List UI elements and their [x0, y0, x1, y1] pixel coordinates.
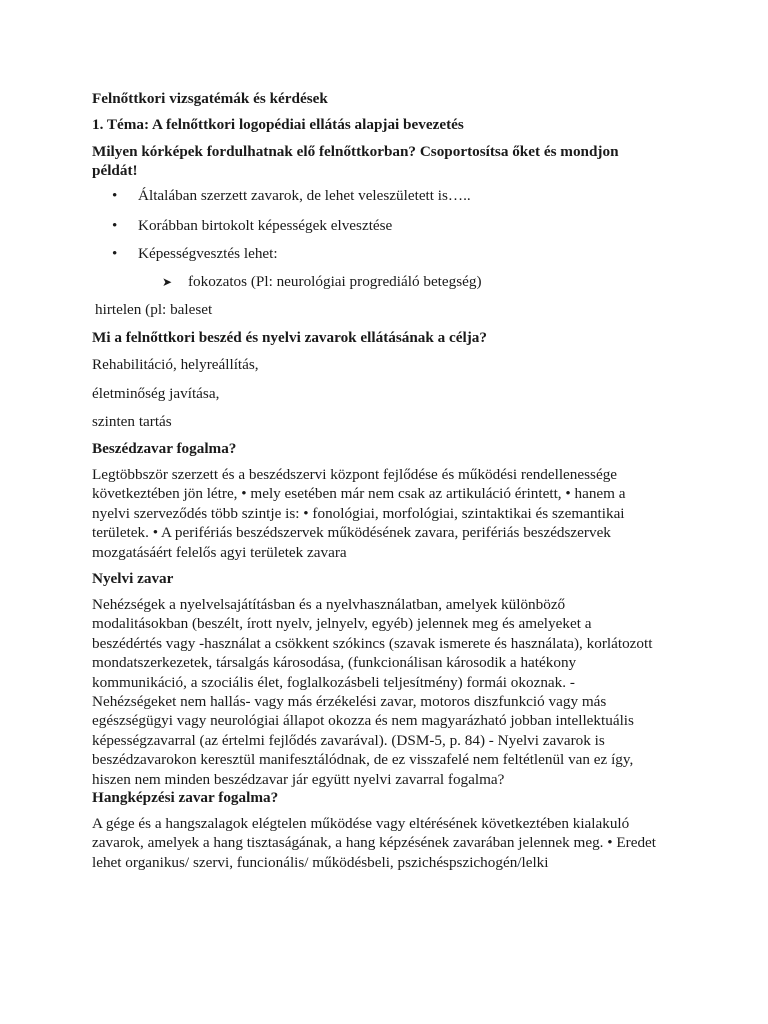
bullet-item	[112, 186, 471, 205]
bullet-icon: •	[112, 245, 118, 262]
question-goal: Mi a felnőttkori beszéd és nyelvi zavarok ellátásának a célja?	[92, 329, 487, 346]
bullet-icon: •	[112, 187, 118, 204]
paragraph-language-disorder: Nehézségek a nyelvelsajátításban és a nyelvhasználatban, amelyek különböző modalitásokban (beszélt, írott nyelv, jelnyelv, egyéb) jelennek meg és amelyeket a beszédértés vagy -használat a csökkent szókincs (szavak ismerete és használata), korlátozott mondatszerkezetek, társalgás károsodása, (funkcionálisan károsodik a hatékony kommunikáció, a szociális élet, foglalkozásbeli teljesítmény) formái okoznak. - Nehézségeket nem hallás- vagy más érzékelési zavar, motoros diszfunkció vagy más egészségügyi vagy neurológiai állapot okozza és nem magyarázható jobban intellektuális képességzavarral (az értelmi fejlődés zavarával). (DSM-5, p. 84) - Nyelvi zavarok is beszédzavarokon keresztül manifesztálódnak, de ez visszafelé nem feltétlenül van ez így, hiszen nem minden beszédzavar jár együtt nyelvi zavarral fogalma?	[92, 596, 653, 788]
arrow-bullet-icon: ➤	[162, 275, 173, 289]
topic-heading: 1. Téma: A felnőttkori logopédiai ellátás alapjai bevezetés	[92, 116, 464, 133]
heading-voice-disorder: Hangképzési zavar fogalma?	[92, 789, 279, 806]
bullet-item	[112, 216, 392, 235]
document-title: Felnőttkori vizsgatémák és kérdések	[92, 90, 328, 107]
goal-item: szinten tartás	[92, 413, 172, 430]
sub-bullet-text: fokozatos (Pl: neurológiai progrediáló betegség)	[188, 273, 482, 290]
bullet-icon: •	[112, 217, 118, 234]
bullet-item	[112, 244, 278, 263]
bullet-text: Korábban birtokolt képességek elvesztése	[138, 217, 393, 234]
heading-speech-disorder: Beszédzavar fogalma?	[92, 440, 237, 457]
sub-bullet-item	[162, 272, 482, 292]
goal-item: életminőség javítása,	[92, 385, 220, 402]
heading-language-disorder: Nyelvi zavar	[92, 570, 174, 587]
sudden-onset-text: hirtelen (pl: baleset	[95, 301, 213, 318]
bullet-text: Képességvesztés lehet:	[138, 245, 278, 262]
paragraph-voice-disorder: A gége és a hangszalagok elégtelen működése vagy eltérésének következtében kialakuló zavarok, amelyek a hang tisztaságának, a hang képzésének zavarában jelennek meg. • Eredet lehet organikus/ szervi, funcionális/ működésbeli, pszichéspszichogén/lelki	[92, 815, 657, 871]
bullet-text: Általában szerzett zavarok, de lehet veleszületett is…..	[138, 187, 471, 204]
question-conditions: Milyen kórképek fordulhatnak elő felnőttkorban? Csoportosítsa őket és mondjon példát!	[92, 143, 619, 179]
paragraph-speech-disorder: Legtöbbször szerzett és a beszédszervi központ fejlődése és működési rendellenessége következtében jön létre, • mely esetében már nem csak az artikuláció érintett, • hanem a nyelvi szerveződés több szintje is: • fonológiai, morfológiai, szintaktikai és szemantikai területek. • A perifériás beszédszervek működésének zavara, perifériás beszédszervek mozgatásáért felelős agyi területek zavara	[92, 466, 626, 561]
goal-item: Rehabilitáció, helyreállítás,	[92, 356, 259, 373]
